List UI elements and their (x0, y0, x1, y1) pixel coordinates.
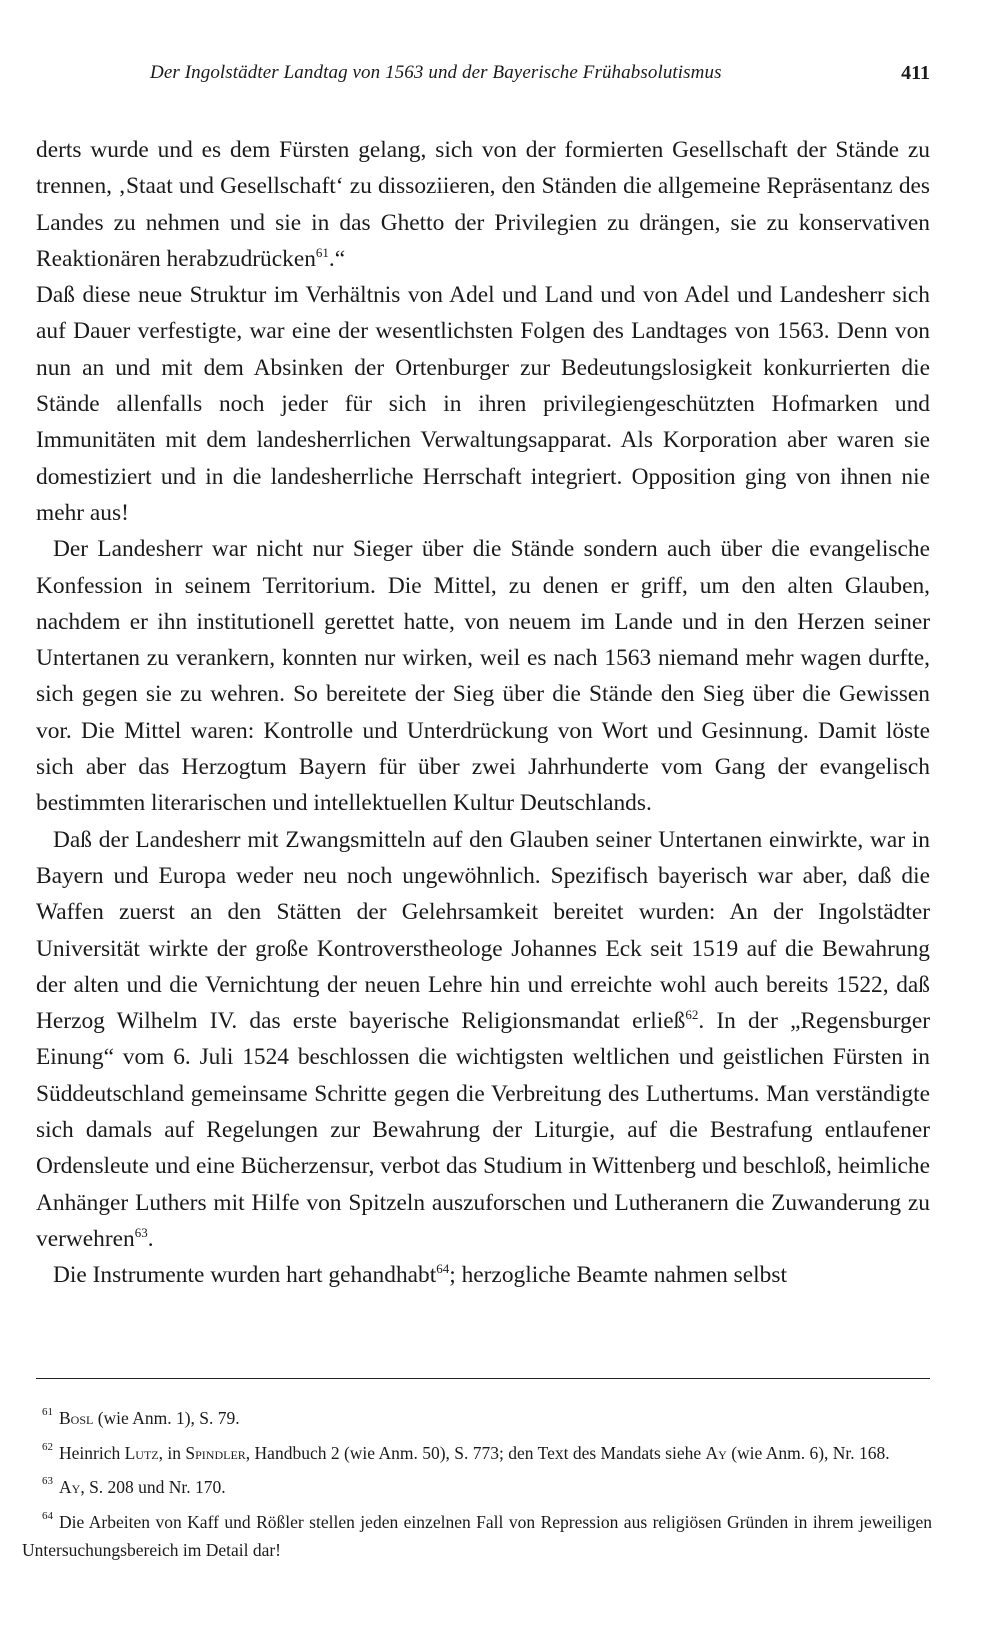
body-text (36, 132, 930, 1294)
footnote-author-name: Lutz (124, 1442, 159, 1463)
paragraph-2-text: Daß diese neue Struktur im Verhältnis von Adel und Land und von Adel und Landesherr sich auf Dauer verfestigte, war eine der wesentlichsten Folgen des Landtages von 1563. Denn von nun an und mit dem Absinken der Ortenburger zur Bedeutungslosigkeit konkurrierten die Stände allenfalls noch jeder für sich in ihren privilegiengeschützten Hofmarken und Immunitäten mit dem landesherrlichen Verwaltungsapparat. Als Korporation aber waren sie domestiziert und in die landesherrliche Herrschaft integriert. Opposition ging von ihnen nie mehr aus! (36, 282, 930, 526)
footnote-number: 64 (42, 1509, 53, 1522)
running-title: Der Ingolstädter Landtag von 1563 und der Bayerische Frühabsolutismus (150, 62, 722, 83)
footnote-number: 63 (42, 1475, 53, 1488)
footnote-author-name: Spindler (185, 1442, 246, 1463)
footnote-63 (22, 1467, 932, 1502)
footnote-ref-64[interactable]: 64 (436, 1261, 450, 1277)
footnote-text: , Handbuch 2 (wie Anm. 50), S. 773; den Text des Mandats siehe (245, 1442, 706, 1463)
footnote-61 (22, 1398, 932, 1433)
page-number: 411 (901, 62, 930, 84)
footnote-number: 62 (42, 1440, 53, 1453)
footnote-64 (22, 1502, 932, 1565)
paragraph-4-text-cont: . In der „Regensburger Einung“ vom 6. Juli 1524 beschlossen die wichtigsten weltlichen und geistlichen Fürsten in Süddeutschland gemeinsame Schritte gegen die Verbreitung des Luthertums. Man verständigte sich damals auf Regelungen zur Bewahrung der Liturgie, auf die Bestrafung entlaufener Ordensleute und eine Bücherzensur, verbot das Studium in Wittenberg und beschloß, heimliche Anhänger Luthers mit Hilfe von Spitzeln auszuforschen und Lutheranern die Zuwanderung zu verwehren (36, 1008, 930, 1252)
footnote-number: 61 (42, 1406, 53, 1418)
paragraph-5-end: ; herzogliche Beamte nahmen selbst (449, 1262, 787, 1289)
paragraph-4-text: Daß der Landesherr mit Zwangsmitteln auf den Glauben seiner Untertanen einwirkte, war in Bayern und Europa weder neu noch ungewöhnlich. Spezifisch bayerisch war aber, daß die Waffen zuerst an den Stätten der Gelehrsamkeit bereitet wurden: An der Ingolstädter Universität wirkte der große Kontroverstheologe Johannes Eck seit 1519 auf die Bewahrung der alten und die Vernichtung der neuen Lehre hin und erreichte wohl auch bereits 1522, daß Herzog Wilhelm IV. das erste bayerische Religionsmandat erließ (36, 826, 930, 1035)
footnote-text: (wie Anm. 6), Nr. 168. (726, 1442, 890, 1463)
paragraph-3 (36, 531, 930, 821)
footnote-author-name: Bosl (59, 1408, 94, 1428)
paragraph-2 (36, 277, 930, 531)
footnote-ref-61[interactable]: 61 (315, 244, 329, 260)
paragraph-4-end: . (147, 1225, 154, 1252)
footnote-ref-63[interactable]: 63 (134, 1224, 148, 1240)
paragraph-5 (36, 1257, 930, 1293)
footnote-text: (wie Anm. 1), S. 79. (93, 1408, 240, 1428)
footnote-text: Heinrich (59, 1442, 125, 1463)
paragraph-1-text: derts wurde und es dem Fürsten gelang, sich von der formierten Gesellschaft der Stände zu trennen, ‚Staat und Gesellschaft‘ zu dissoziieren, den Ständen die allgemeine Repräsentanz des Landes zu nehmen und sie in das Ghetto der Privilegien zu drängen, sie zu konservativen Reaktionären herabzudrücken (36, 137, 930, 272)
footnote-divider (36, 1378, 930, 1379)
footnote-text: , in (158, 1442, 186, 1463)
footnote-text: Die Arbeiten von Kaff und Rößler stellen jeden einzelnen Fall von Repression aus religiösen Gründen in ihrem jeweiligen Untersuchungsbereich im Detail dar! (22, 1511, 932, 1561)
footnote-ref-62[interactable]: 62 (685, 1007, 699, 1023)
page-header (150, 62, 930, 92)
footnotes-section (22, 1398, 932, 1565)
paragraph-3-text: Der Landesherr war nicht nur Sieger über die Stände sondern auch über die evangelische Konfession in seinem Territorium. Die Mittel, zu denen er griff, um den alten Glauben, nachdem er ihn institutionell gerettet hatte, von neuem im Lande und in den Herzen seiner Untertanen zu verankern, konnten nur wirken, weil es nach 1563 niemand mehr wagen durfte, sich gegen sie zu wehren. So bereitete der Sieg über die Stände den Sieg über die Gewissen vor. Die Mittel waren: Kontrolle und Unterdrückung von Wort und Gesinnung. Damit löste sich aber das Herzogtum Bayern für über zwei Jahrhunderte vom Gang der evangelisch bestimmten literarischen und intellektuellen Kultur Deutschlands. (36, 536, 930, 817)
paragraph-1-end: .“ (328, 245, 346, 272)
paragraph-1 (36, 132, 930, 277)
footnote-62 (22, 1433, 932, 1468)
footnote-text: , S. 208 und Nr. 170. (80, 1477, 226, 1498)
paragraph-5-text: Die Instrumente wurden hart gehandhabt (53, 1262, 437, 1289)
footnote-author-name: Ay (59, 1477, 81, 1498)
footnote-author-name: Ay (705, 1442, 727, 1463)
paragraph-4 (36, 822, 930, 1258)
